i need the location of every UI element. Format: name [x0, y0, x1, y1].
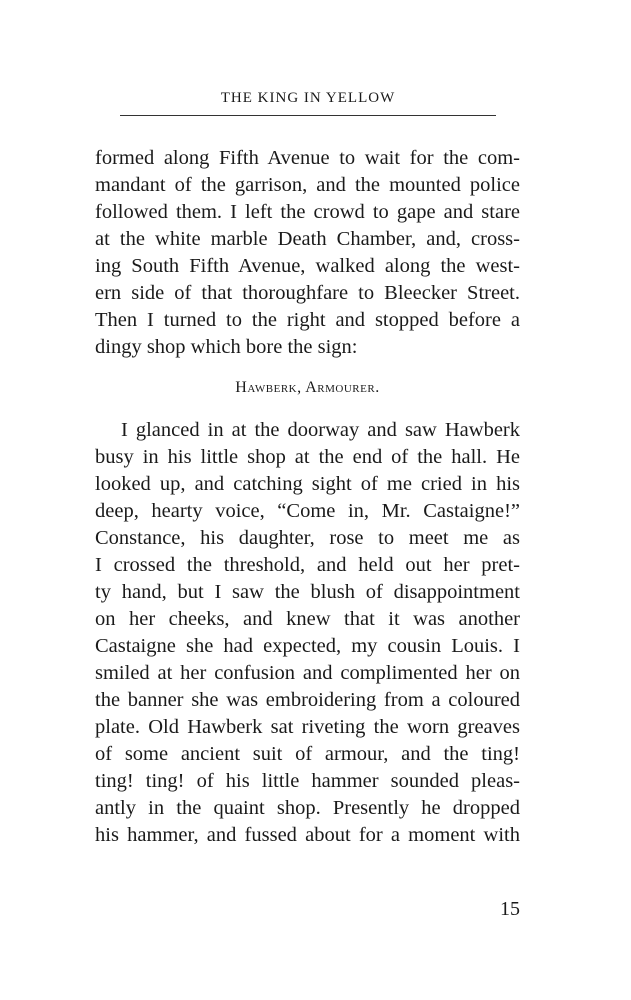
- header-rule: [120, 115, 496, 116]
- running-head: THE KING IN YELLOW: [220, 90, 396, 106]
- text-line: his hammer, and fussed about for a moment with: [95, 824, 520, 846]
- page-number: 15: [500, 898, 520, 920]
- text-line: Constance, his daughter, rose to meet me as: [95, 527, 520, 549]
- text-line: looked up, and catching sight of me cried in his: [95, 473, 520, 495]
- text-line: smiled at her confusion and complimented her on: [95, 662, 520, 684]
- shop-sign-text: Hawberk, Armourer.: [235, 379, 380, 396]
- text-line: Castaigne she had expected, my cousin Louis. I: [95, 635, 520, 657]
- text-line: ing South Fifth Avenue, walked along the west-: [95, 255, 520, 277]
- text-line: formed along Fifth Avenue to wait for the com-: [95, 147, 520, 169]
- text-line: antly in the quaint shop. Presently he dropped: [95, 797, 520, 819]
- paragraph-2: [95, 417, 520, 849]
- text-line: I glanced in at the doorway and saw Hawberk: [121, 419, 520, 441]
- paragraph-1: [95, 145, 520, 361]
- text-line: ty hand, but I saw the blush of disappointment: [95, 581, 520, 603]
- text-line: ern side of that thoroughfare to Bleecker Street.: [95, 282, 520, 304]
- text-line: the banner she was embroidering from a coloured: [95, 689, 520, 711]
- text-line: at the white marble Death Chamber, and, cross-: [95, 228, 520, 250]
- text-line: followed them. I left the crowd to gape and stare: [95, 201, 520, 223]
- text-line: busy in his little shop at the end of the hall. He: [95, 446, 520, 468]
- body-text: [95, 145, 520, 849]
- text-line: on her cheeks, and knew that it was another: [95, 608, 520, 630]
- text-line: deep, hearty voice, “Come in, Mr. Castaigne!”: [95, 500, 520, 522]
- text-line: plate. Old Hawberk sat riveting the worn greaves: [95, 716, 520, 738]
- text-line: dingy shop which bore the sign:: [95, 336, 358, 358]
- text-line: I crossed the threshold, and held out her pret-: [95, 554, 520, 576]
- text-line: of some ancient suit of armour, and the ting!: [95, 743, 520, 765]
- text-line: mandant of the garrison, and the mounted police: [95, 174, 520, 196]
- text-line: Then I turned to the right and stopped before a: [95, 309, 520, 331]
- text-line: ting! ting! of his little hammer sounded pleas-: [95, 770, 520, 792]
